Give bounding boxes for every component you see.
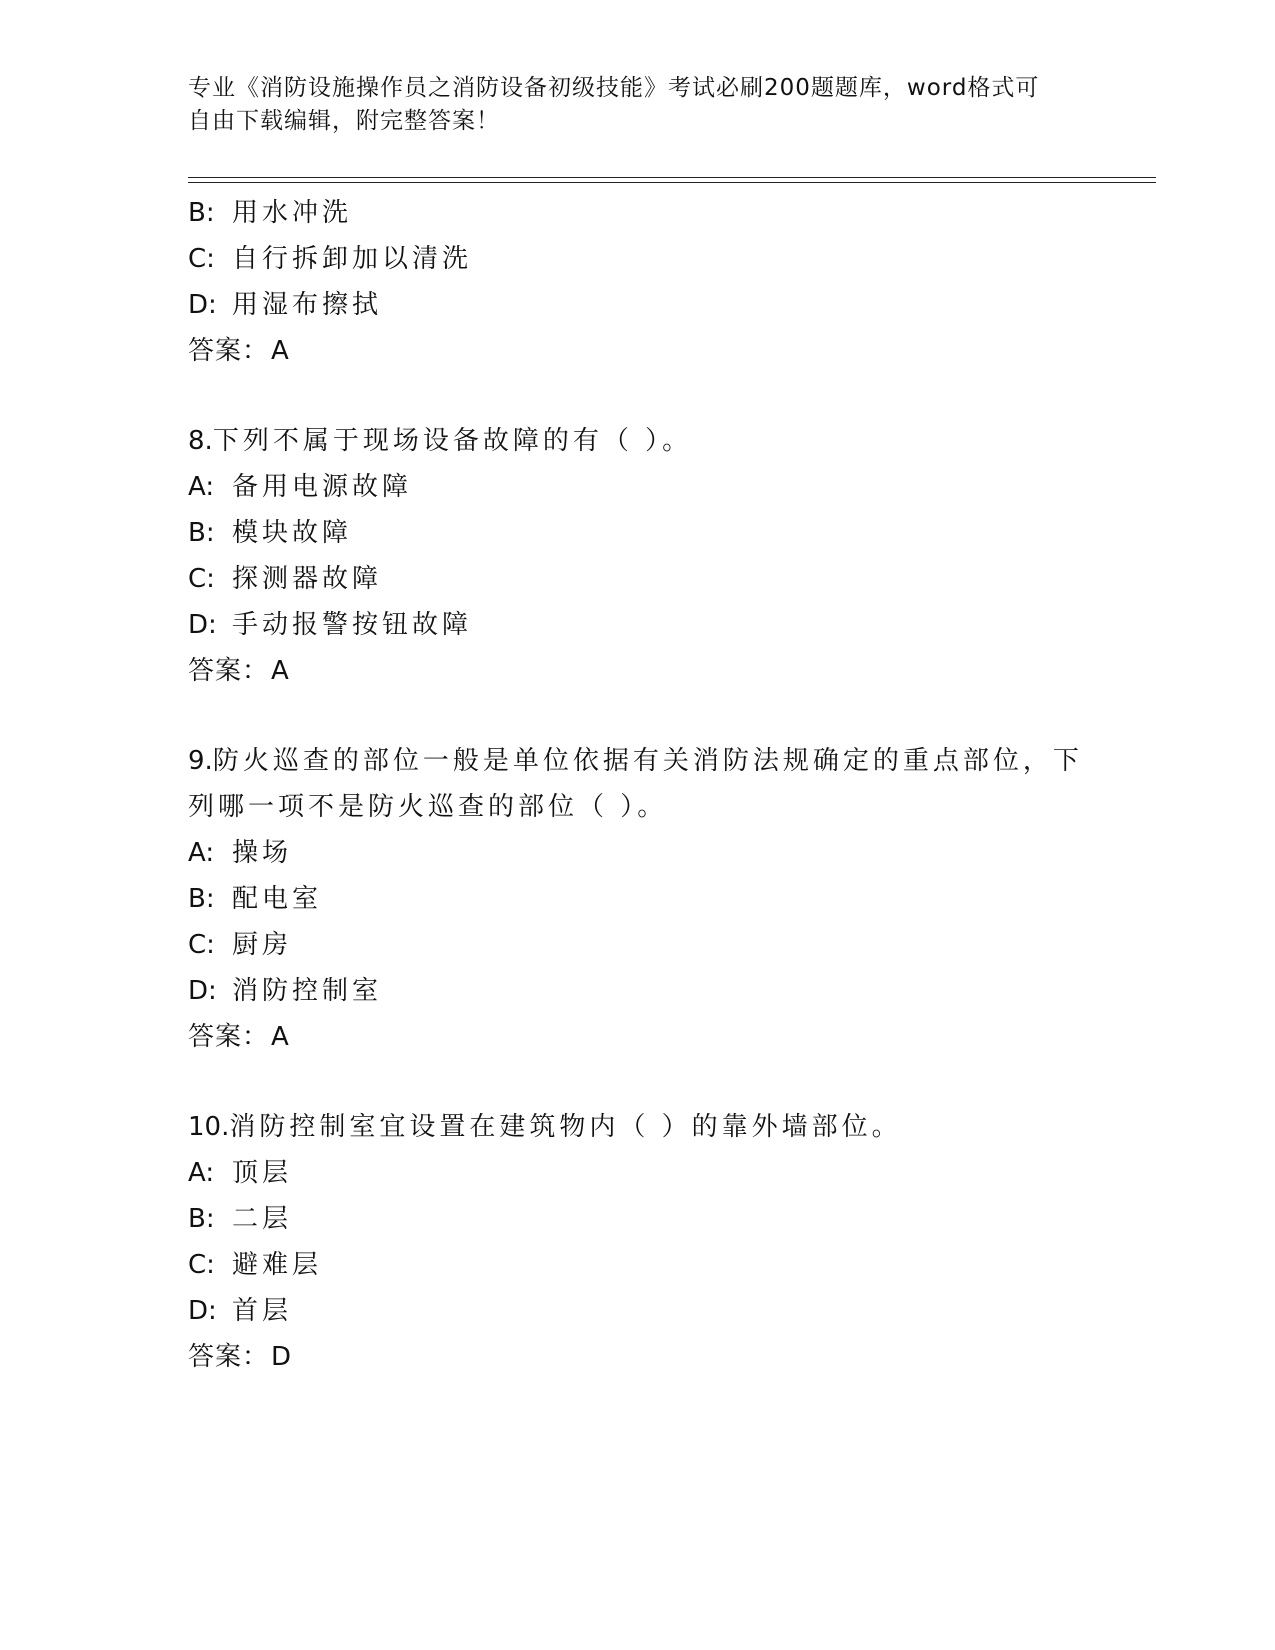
option-a bbox=[188, 464, 1088, 510]
question-continued bbox=[188, 190, 1088, 374]
header-line-2: 自由下载编辑，附完整答案！ bbox=[188, 108, 500, 134]
answer-line bbox=[188, 1014, 1088, 1060]
header-divider-top bbox=[188, 177, 1156, 178]
option-key: A: bbox=[188, 472, 215, 502]
option-text: 手动报警按钮故障 bbox=[232, 610, 473, 640]
option-c bbox=[188, 236, 1088, 282]
question-number: 9. bbox=[188, 746, 213, 776]
option-b bbox=[188, 190, 1088, 236]
document-header bbox=[188, 72, 1068, 138]
header-line-1: 专业《消防设施操作员之消防设备初级技能》考试必刷200题题库，word格式可 bbox=[188, 75, 1040, 101]
option-key: B: bbox=[188, 1204, 215, 1234]
answer-label: 答案： bbox=[188, 1342, 270, 1372]
option-text: 配电室 bbox=[232, 884, 323, 914]
option-c bbox=[188, 556, 1088, 602]
question-stem bbox=[188, 738, 1088, 830]
option-key: C: bbox=[188, 564, 215, 594]
option-d bbox=[188, 1288, 1088, 1334]
answer-value: A bbox=[271, 336, 290, 366]
option-text: 模块故障 bbox=[232, 518, 353, 548]
option-key: A: bbox=[188, 1158, 215, 1188]
option-a bbox=[188, 830, 1088, 876]
option-text: 探测器故障 bbox=[232, 564, 383, 594]
question-number: 10. bbox=[188, 1112, 230, 1142]
answer-line bbox=[188, 648, 1088, 694]
question-stem bbox=[188, 418, 1088, 464]
option-text: 二层 bbox=[232, 1204, 293, 1234]
answer-value: D bbox=[271, 1342, 293, 1372]
option-text: 自行拆卸加以清洗 bbox=[232, 244, 473, 274]
option-text: 顶层 bbox=[232, 1158, 293, 1188]
question-8 bbox=[188, 418, 1088, 694]
answer-line bbox=[188, 1334, 1088, 1380]
answer-value: A bbox=[271, 1022, 290, 1052]
option-key: A: bbox=[188, 838, 215, 868]
option-key: B: bbox=[188, 518, 215, 548]
option-key: C: bbox=[188, 930, 215, 960]
option-d bbox=[188, 968, 1088, 1014]
question-number: 8. bbox=[188, 426, 213, 456]
option-text: 用水冲洗 bbox=[232, 198, 353, 228]
answer-label: 答案： bbox=[188, 336, 270, 366]
option-key: B: bbox=[188, 884, 215, 914]
question-text: 防火巡查的部位一般是单位依据有关消防法规确定的重点部位，下 bbox=[212, 746, 1083, 776]
option-key: B: bbox=[188, 198, 215, 228]
question-line-1 bbox=[188, 738, 1088, 784]
option-text: 厨房 bbox=[232, 930, 293, 960]
answer-line bbox=[188, 328, 1088, 374]
question-stem bbox=[188, 1104, 1088, 1150]
header-divider-bottom bbox=[188, 182, 1156, 183]
option-text: 用湿布擦拭 bbox=[232, 290, 383, 320]
option-d bbox=[188, 602, 1088, 648]
answer-label: 答案： bbox=[188, 1022, 270, 1052]
option-text: 首层 bbox=[232, 1296, 293, 1326]
answer-value: A bbox=[271, 656, 290, 686]
option-d bbox=[188, 282, 1088, 328]
option-c bbox=[188, 922, 1088, 968]
question-9 bbox=[188, 738, 1088, 1060]
option-key: D: bbox=[188, 1296, 217, 1326]
option-b bbox=[188, 1196, 1088, 1242]
answer-label: 答案： bbox=[188, 656, 270, 686]
option-a bbox=[188, 1150, 1088, 1196]
option-text: 消防控制室 bbox=[232, 976, 383, 1006]
option-text: 避难层 bbox=[232, 1250, 323, 1280]
option-c bbox=[188, 1242, 1088, 1288]
question-text: 下列不属于现场设备故障的有（ ）。 bbox=[212, 426, 693, 456]
option-text: 操场 bbox=[232, 838, 293, 868]
option-b bbox=[188, 876, 1088, 922]
option-key: D: bbox=[188, 610, 217, 640]
question-10 bbox=[188, 1104, 1088, 1380]
question-text: 消防控制室宜设置在建筑物内（ ）的靠外墙部位。 bbox=[229, 1112, 902, 1142]
option-text: 备用电源故障 bbox=[232, 472, 413, 502]
question-list bbox=[188, 190, 1088, 1380]
option-key: C: bbox=[188, 244, 215, 274]
option-key: C: bbox=[188, 1250, 215, 1280]
question-line-2: 列哪一项不是防火巡查的部位（ ）。 bbox=[188, 792, 668, 822]
option-key: D: bbox=[188, 290, 217, 320]
option-b bbox=[188, 510, 1088, 556]
option-key: D: bbox=[188, 976, 217, 1006]
